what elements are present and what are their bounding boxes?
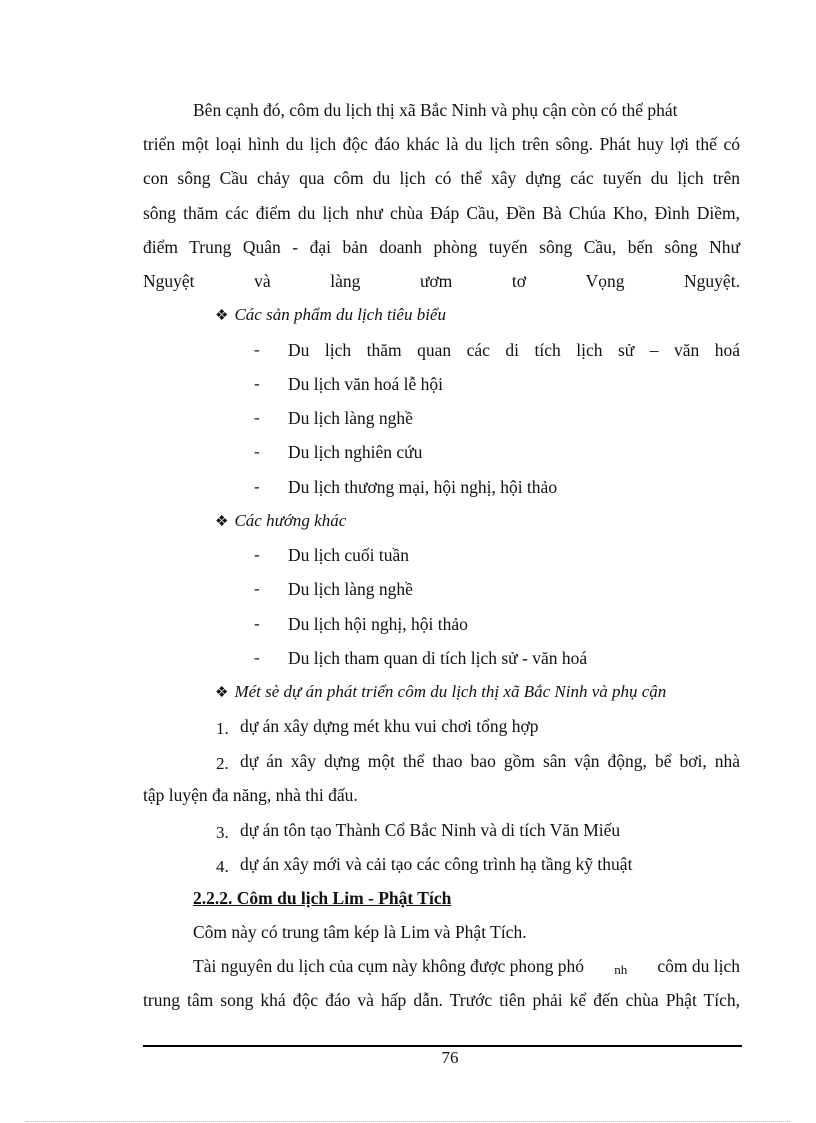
list-item: Du lịch thương mại, hội nghị, hội thảo [288, 477, 558, 497]
list-item: Du lịch thăm quan các di tích lịch sử – văn hoá [288, 340, 740, 360]
dash-bullet: - [254, 340, 260, 359]
word: Vọng [585, 271, 625, 291]
dash-bullet: - [254, 374, 260, 393]
dash-bullet: - [254, 545, 260, 564]
section-heading-other [215, 510, 346, 533]
word: làng [330, 271, 361, 291]
dash-bullet: - [254, 477, 260, 496]
list-item: Du lịch tham quan di tích lịch sử - văn hoá [288, 648, 588, 668]
intro-line-6 [143, 270, 740, 292]
paragraph-text: côm du lịch [657, 956, 740, 976]
project-item: dự án tôn tạo Thành Cổ Bắc Ninh và di tích Văn Miếu [240, 820, 621, 840]
project-item: dự án xây dựng mét khu vui chơi tổng hợp [240, 716, 539, 736]
dash-bullet: - [254, 614, 260, 633]
diamond-bullet-icon: ❖ [215, 514, 229, 530]
paragraph-line: Côm này có trung tâm kép là Lim và Phật Tích. [193, 922, 527, 942]
subscript-text: nh [614, 962, 628, 977]
page-bottom-divider [26, 1121, 790, 1122]
heading-text: Mét sè dự án phát triển côm du lịch thị xã Bắc Ninh và phụ cận [234, 682, 667, 701]
word: Nguyệt [143, 271, 195, 291]
dash-bullet: - [254, 648, 260, 667]
word: và [254, 271, 271, 291]
project-item: dự án xây dựng một thể thao bao gồm sân vận động, bể bơi, nhà [240, 751, 740, 771]
list-item: Du lịch văn hoá lễ hội [288, 374, 444, 394]
intro-line-4: sông thăm các điểm du lịch như chùa Đáp Cầu, Đền Bà Chúa Kho, Đình Diềm, [143, 203, 740, 223]
page-number: 76 [441, 1048, 459, 1067]
paragraph-text: Tài nguyên du lịch của cụm này không được phong phó [193, 956, 585, 976]
intro-line-3: con sông Cầu chảy qua côm du lịch có thể xây dựng các tuyến du lịch trên [143, 168, 740, 188]
intro-line-5: điểm Trung Quân - đại bản doanh phòng tuyến sông Cầu, bến sông Như [143, 237, 740, 257]
word: Nguyệt. [684, 271, 740, 291]
heading-text: Các sản phẩm du lịch tiêu biểu [234, 305, 446, 324]
heading-text: Các hướng khác [234, 511, 347, 530]
section-heading-products [215, 304, 446, 327]
intro-line-1: Bên cạnh đó, côm du lịch thị xã Bắc Ninh và phụ cận còn có thể phát [193, 100, 678, 120]
diamond-bullet-icon: ❖ [215, 308, 229, 324]
list-item: Du lịch nghiên cứu [288, 442, 423, 462]
list-item: Du lịch làng nghề [288, 579, 413, 599]
dash-bullet: - [254, 579, 260, 598]
list-item: Du lịch cuối tuần [288, 545, 410, 565]
footer-rule [143, 1045, 742, 1047]
section-heading-projects [215, 681, 666, 704]
paragraph-line: trung tâm song khá độc đáo và hấp dẫn. Trước tiên phải kể đến chùa Phật Tích, [143, 990, 740, 1010]
list-number: 1. [216, 719, 229, 738]
project-item: dự án xây mới và cải tạo các công trình hạ tầng kỹ thuật [240, 854, 633, 874]
diamond-bullet-icon: ❖ [215, 685, 229, 701]
list-number: 2. [216, 754, 229, 773]
list-number: 3. [216, 823, 229, 842]
list-item: Du lịch làng nghề [288, 408, 413, 428]
section-title: 2.2.2. Côm du lịch Lim - Phật Tích [193, 888, 452, 908]
project-item-continuation: tập luyện đa năng, nhà thi đấu. [143, 785, 358, 805]
list-item: Du lịch hội nghị, hội thảo [288, 614, 468, 634]
intro-line-2: triển một loại hình du lịch độc đáo khác là du lịch trên sông. Phát huy lợi thế có [143, 134, 740, 154]
list-number: 4. [216, 857, 229, 876]
word: tơ [511, 271, 526, 291]
dash-bullet: - [254, 408, 260, 427]
paragraph-line [193, 955, 740, 977]
dash-bullet: - [254, 442, 260, 461]
word: ươm [419, 271, 453, 291]
